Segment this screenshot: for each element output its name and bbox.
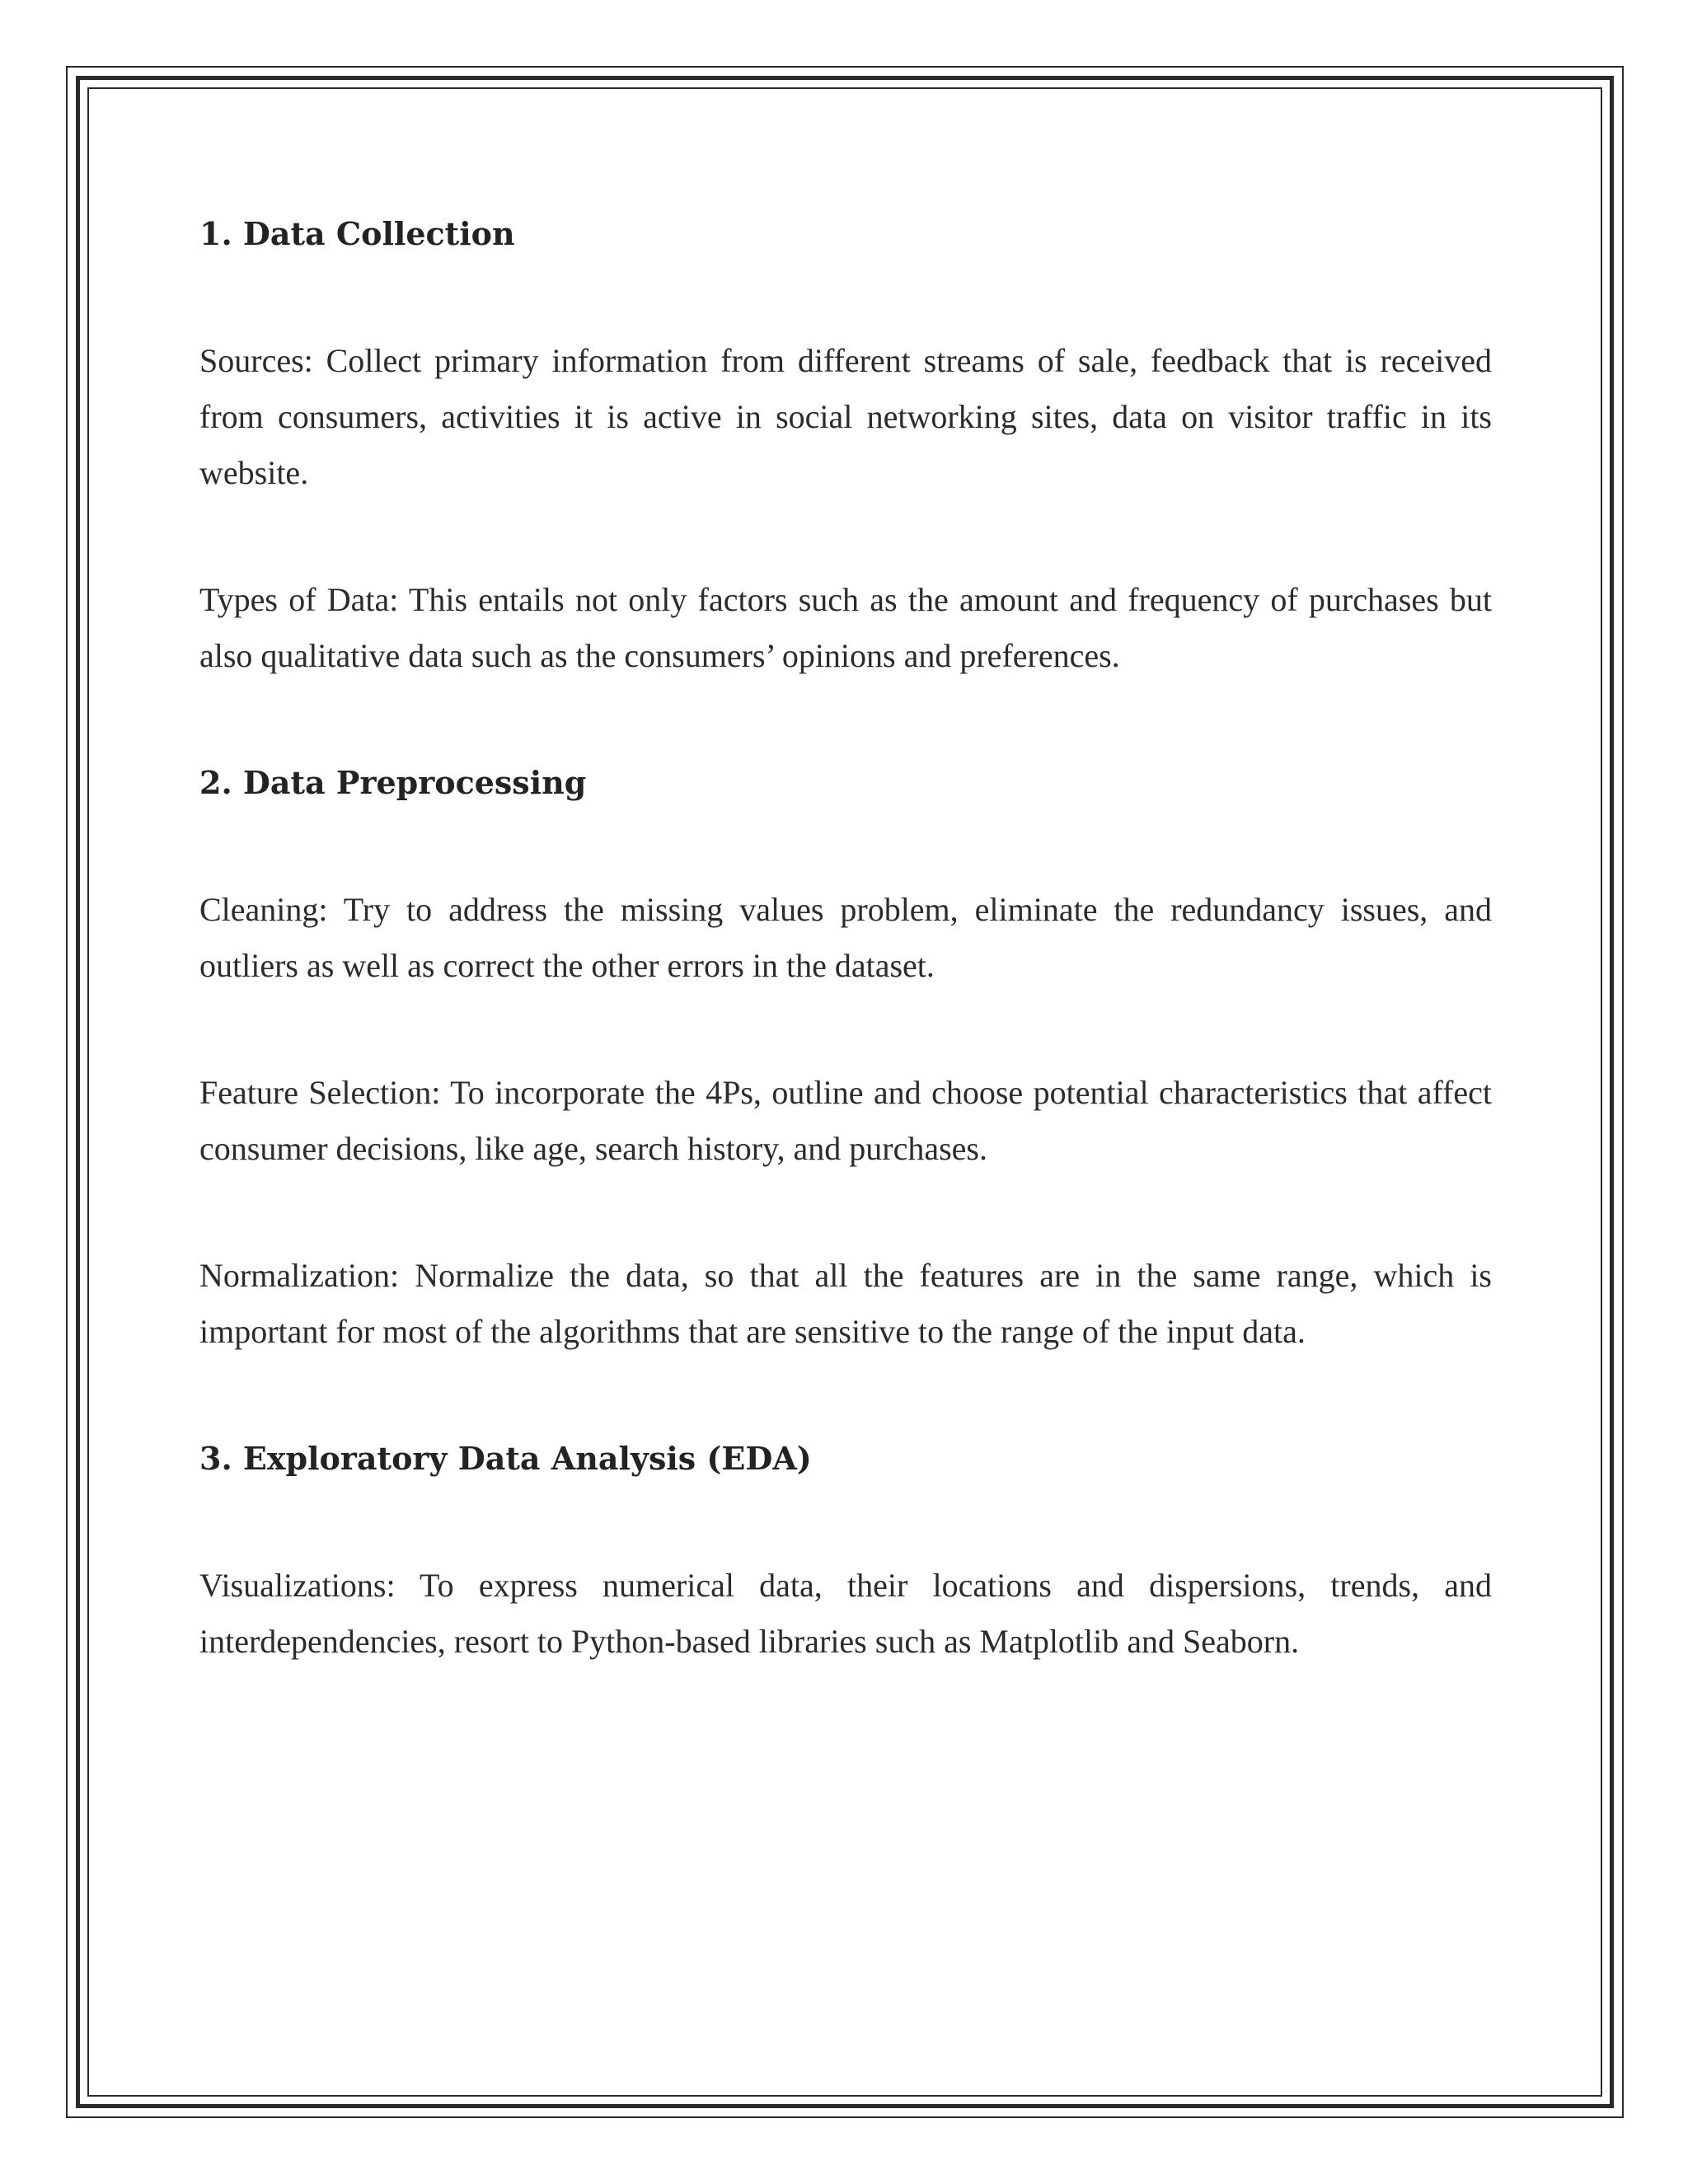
section-heading-eda: 3. Exploratory Data Analysis (EDA) [199, 1440, 812, 1477]
paragraph-feature-selection: Feature Selection: To incorporate the 4Ps, outline and choose potential characteristics that affect consumer decisions, like age, search history, and purchases. [199, 1074, 1492, 1167]
section-heading-data-preprocessing: 2. Data Preprocessing [199, 764, 587, 801]
section-heading-data-collection: 1. Data Collection [199, 215, 515, 252]
paragraph-visualizations: Visualizations: To express numerical data, their locations and dispersions, trends, and interdependencies, resort to Python-based libraries such as Matplotlib and Seaborn. [199, 1567, 1492, 1660]
document-body [199, 206, 1492, 1741]
paragraph-types-of-data: Types of Data: This entails not only factors such as the amount and frequency of purchases but also qualitative data such as the consumers’ opinions and preferences. [199, 581, 1492, 674]
paragraph-sources: Sources: Collect primary information from different streams of sale, feedback that is received from consumers, activities it is active in social networking sites, data on visitor traffic in its website. [199, 342, 1492, 491]
paragraph-normalization: Normalization: Normalize the data, so that all the features are in the same range, which is important for most of the algorithms that are sensitive to the range of the input data. [199, 1257, 1492, 1350]
paragraph-cleaning: Cleaning: Try to address the missing values problem, eliminate the redundancy issues, and outliers as well as correct the other errors in the dataset. [199, 891, 1492, 984]
